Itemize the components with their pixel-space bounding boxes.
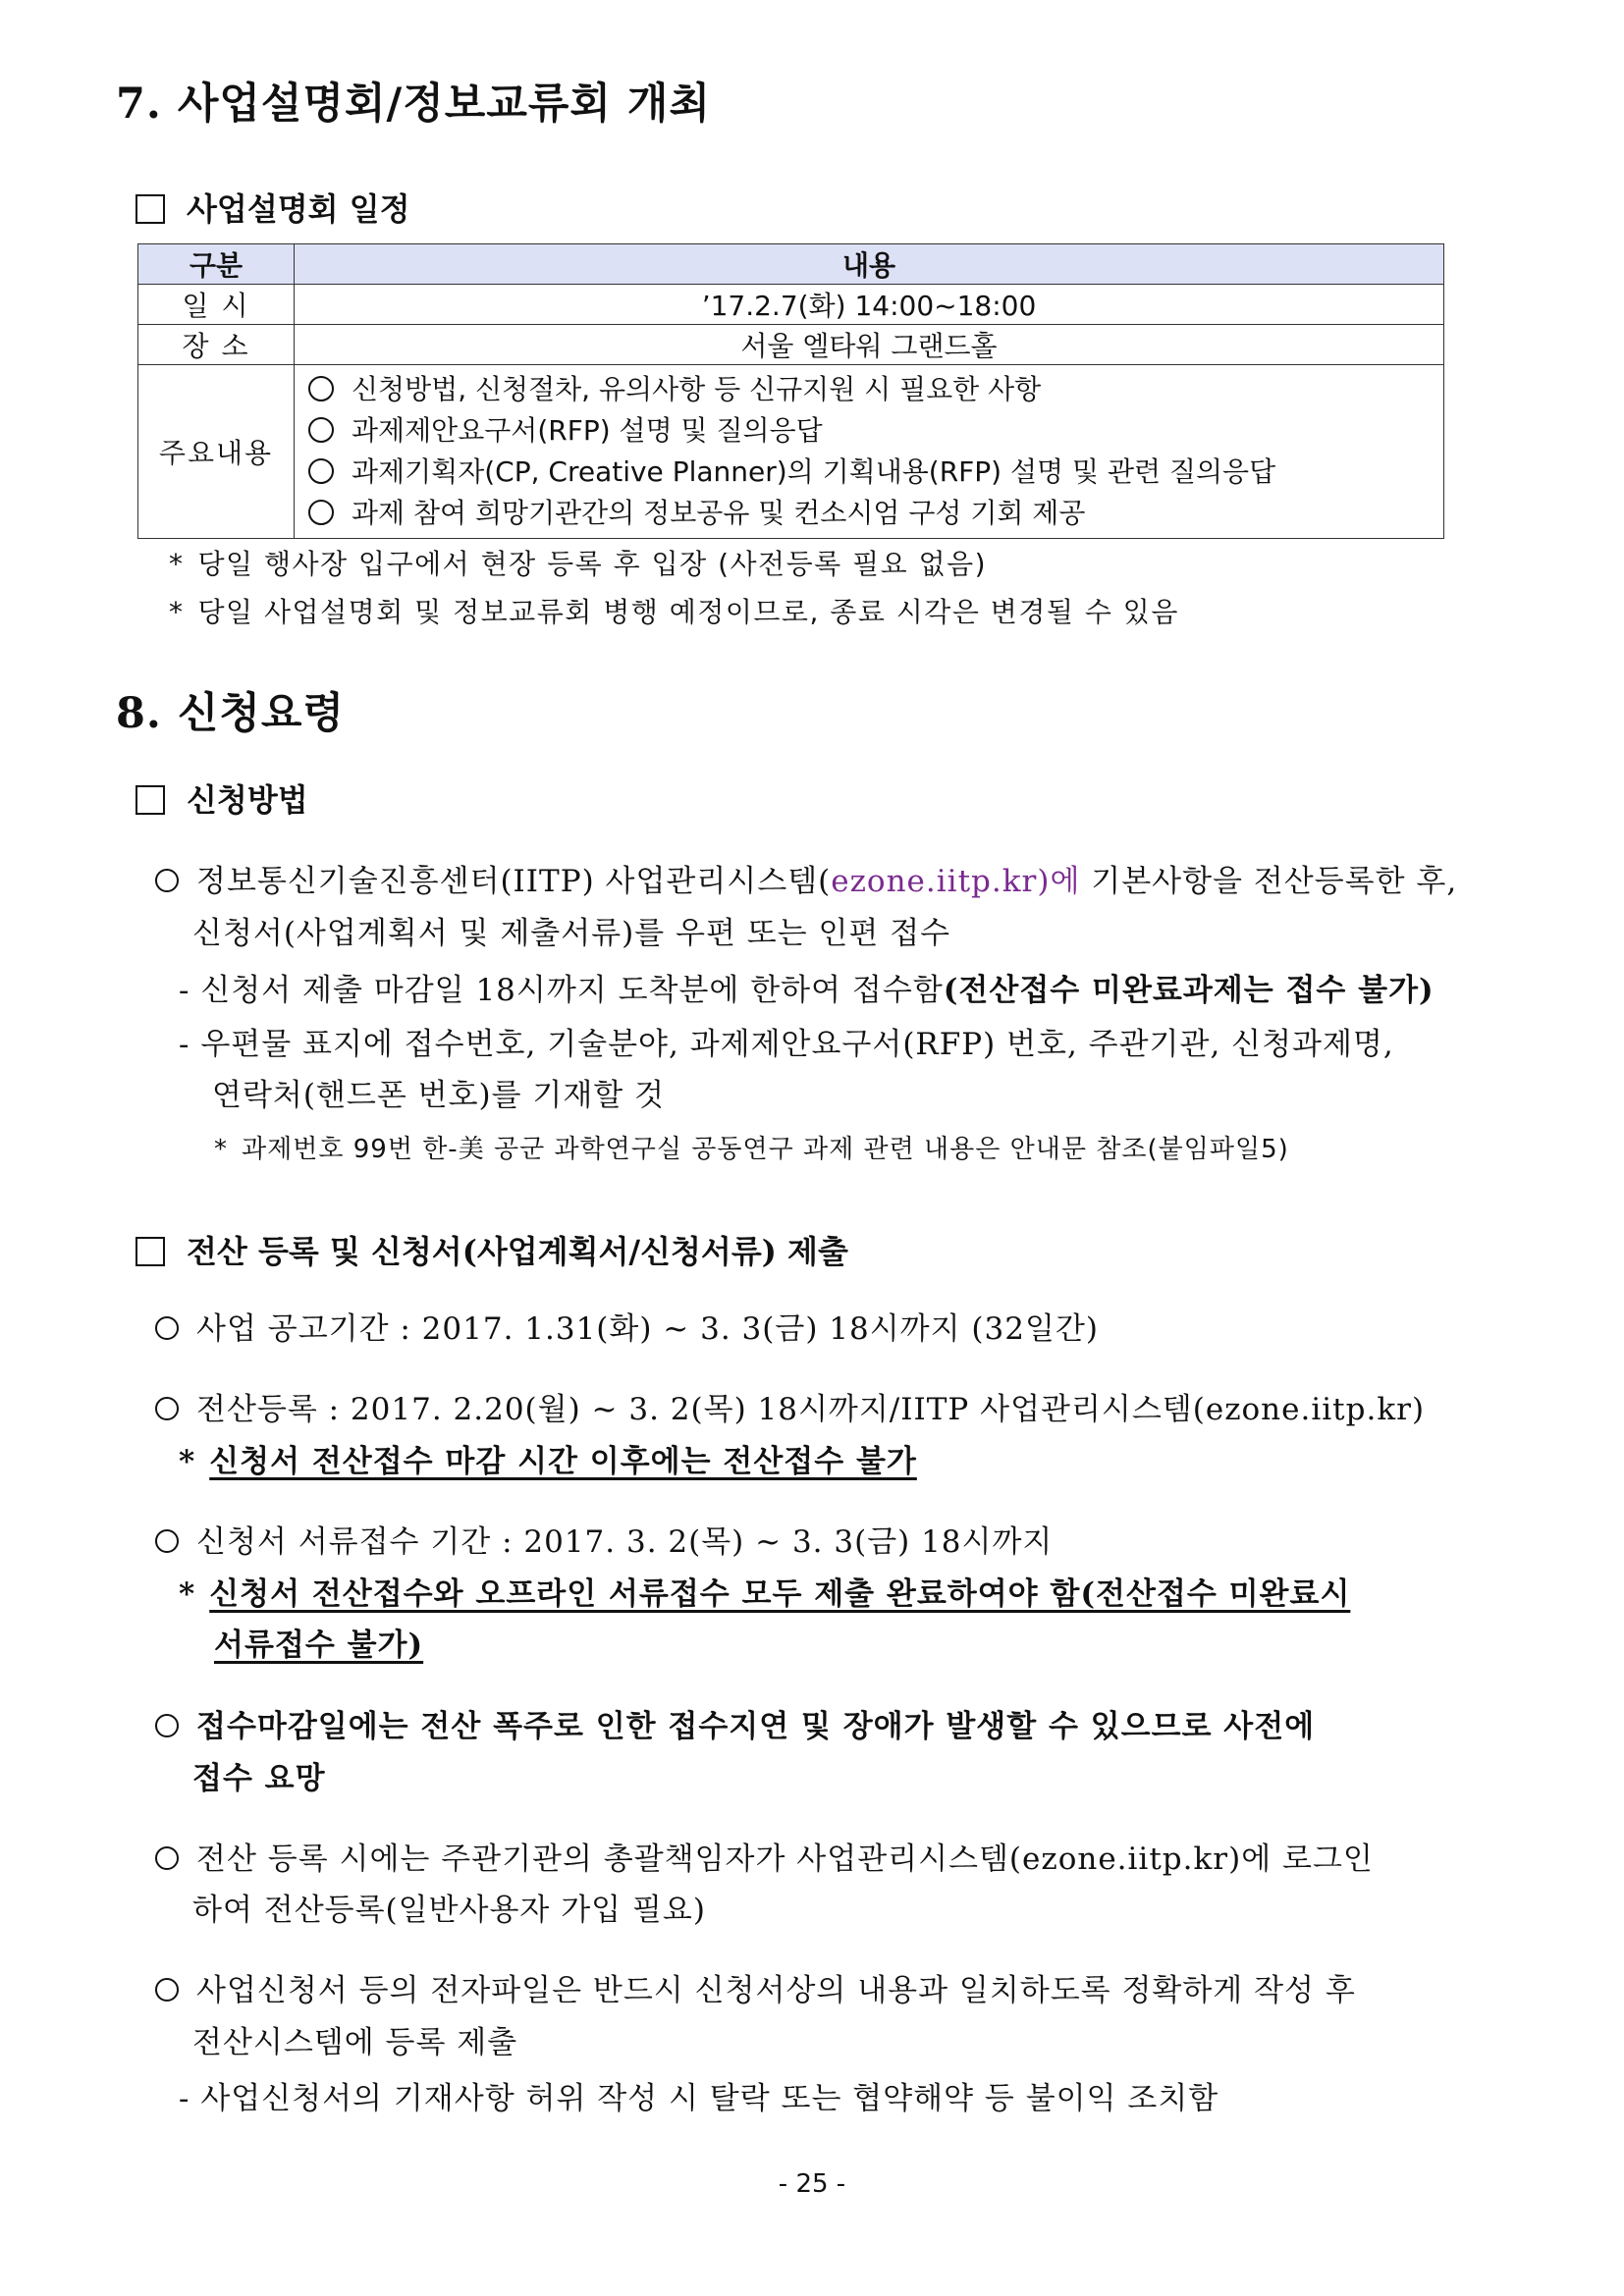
submit-online-note bbox=[179, 1436, 917, 1480]
method-note bbox=[214, 1129, 1289, 1165]
col-header-content: 내용 bbox=[295, 244, 1444, 285]
table-row bbox=[138, 285, 1444, 325]
submit-warning-text: 접수마감일에는 전산 폭주로 인한 접수지연 및 장애가 발생할 수 있으므로 사전에 bbox=[196, 1709, 1316, 1744]
submit-online-text: 전산등록 : 2017. 2.20(월) ~ 3. 2(목) 18시까지/IITP 사업관리시스템(ezone.iitp.kr) bbox=[196, 1392, 1426, 1427]
list-item-text: 과제기획자(CP, Creative Planner)의 기획내용(RFP) 설명 및 관련 질의응답 bbox=[352, 455, 1276, 488]
asterisk-icon: * bbox=[179, 1444, 196, 1479]
row-label-main-content: 주요내용 bbox=[138, 365, 295, 539]
submit-subheading bbox=[135, 1227, 848, 1272]
submit-file-cont: 전산시스템에 등록 제출 bbox=[192, 2025, 518, 2060]
method-detail-text: - 신청서 제출 마감일 18시까지 도착분에 한하여 접수함 bbox=[179, 973, 944, 1008]
list-item-text: 과제 참여 희망기관간의 정보공유 및 컨소시엄 구성 기회 제공 bbox=[352, 497, 1086, 529]
note bbox=[169, 543, 987, 582]
circle-bullet-icon bbox=[308, 376, 334, 401]
submit-warning bbox=[155, 1701, 1315, 1745]
list-item bbox=[304, 369, 1434, 410]
table-row bbox=[138, 365, 1444, 539]
method-text: 기본사항을 전산등록한 후, bbox=[1080, 864, 1458, 899]
submit-subheading-text: 전산 등록 및 신청서(사업계획서/신청서류) 제출 bbox=[187, 1233, 848, 1270]
circle-bullet-icon bbox=[155, 1714, 179, 1737]
asterisk-icon: * bbox=[179, 1576, 196, 1612]
asterisk-icon: * bbox=[169, 596, 185, 628]
schedule-subheading bbox=[135, 185, 410, 230]
method-detail bbox=[179, 965, 1435, 1009]
method-note-text: 과제번호 99번 한-美 공군 과학연구실 공동연구 과제 관련 내용은 안내문 참조(붙임파일5) bbox=[242, 1135, 1289, 1164]
submit-login-text: 전산 등록 시에는 주관기관의 총괄책임자가 사업관리시스템(ezone.iitp.kr)에 로그인 bbox=[196, 1842, 1374, 1877]
circle-bullet-icon bbox=[308, 500, 334, 525]
checkbox-square-icon bbox=[135, 785, 165, 815]
submit-online bbox=[155, 1384, 1425, 1428]
circle-bullet-icon bbox=[155, 1846, 179, 1870]
page-number: - 25 - bbox=[778, 2169, 846, 2199]
submit-warning-cont: 접수 요망 bbox=[192, 1761, 326, 1796]
submit-period-text: 사업 공고기간 : 2017. 1.31(화) ~ 3. 3(금) 18시까지 (32일간) bbox=[196, 1311, 1099, 1347]
row-value-datetime: ’17.2.7(화) 14:00~18:00 bbox=[295, 285, 1444, 325]
submit-docs-note-text: 서류접수 불가) bbox=[214, 1628, 424, 1663]
table-header-row bbox=[138, 244, 1444, 285]
submit-file-text: 사업신청서 등의 전자파일은 반드시 신청서상의 내용과 일치하도록 정확하게 작성 후 bbox=[196, 1973, 1356, 2008]
submit-file bbox=[155, 1965, 1356, 2009]
submit-docs-text: 신청서 서류접수 기간 : 2017. 3. 2(목) ~ 3. 3(금) 18시까지 bbox=[196, 1524, 1054, 1560]
ezone-link[interactable]: ezone.iitp.kr)에 bbox=[831, 864, 1081, 899]
section-7-heading: 7. 사업설명회/정보교류회 개최 bbox=[116, 80, 711, 129]
circle-bullet-icon bbox=[308, 417, 334, 443]
row-label-venue: 장 소 bbox=[138, 325, 295, 365]
circle-bullet-icon bbox=[308, 458, 334, 484]
list-item bbox=[304, 452, 1434, 493]
submit-docs bbox=[155, 1517, 1053, 1561]
asterisk-icon: * bbox=[214, 1135, 228, 1164]
circle-bullet-icon bbox=[155, 869, 179, 892]
section-8-heading: 8. 신청요령 bbox=[116, 689, 346, 738]
row-label-datetime: 일 시 bbox=[138, 285, 295, 325]
note-text: 당일 행사장 입구에서 현장 등록 후 입장 (사전등록 필요 없음) bbox=[197, 548, 988, 580]
method-subheading-text: 신청방법 bbox=[187, 781, 308, 819]
circle-bullet-icon bbox=[155, 1316, 179, 1340]
method-paragraph bbox=[155, 856, 1457, 900]
method-detail-cont: 연락처(핸드폰 번호)를 기재할 것 bbox=[212, 1078, 666, 1113]
schedule-subheading-text: 사업설명회 일정 bbox=[187, 190, 410, 228]
schedule-table bbox=[137, 243, 1444, 539]
submit-docs-note-text: 신청서 전산접수와 오프라인 서류접수 모두 제출 완료하여야 함(전산접수 미완료시 bbox=[209, 1576, 1351, 1612]
circle-bullet-icon bbox=[155, 1397, 179, 1420]
circle-bullet-icon bbox=[155, 1978, 179, 2002]
checkbox-square-icon bbox=[135, 194, 165, 224]
submit-login bbox=[155, 1834, 1374, 1878]
note-text: 당일 사업설명회 및 정보교류회 병행 예정이므로, 종료 시각은 변경될 수 있음 bbox=[197, 596, 1179, 628]
submit-docs-note bbox=[179, 1569, 1350, 1613]
asterisk-icon: * bbox=[169, 548, 185, 580]
table-row bbox=[138, 325, 1444, 365]
row-value-venue: 서울 엘타워 그랜드홀 bbox=[295, 325, 1444, 365]
method-detail: - 우편물 표지에 접수번호, 기술분야, 과제제안요구서(RFP) 번호, 주관기관, 신청과제명, bbox=[179, 1027, 1394, 1062]
list-item bbox=[304, 493, 1434, 534]
col-header-category: 구분 bbox=[138, 244, 295, 285]
submit-online-note-text: 신청서 전산접수 마감 시간 이후에는 전산접수 불가 bbox=[209, 1444, 917, 1479]
submit-docs-note-cont bbox=[214, 1620, 423, 1664]
submit-file-detail: - 사업신청서의 기재사항 허위 작성 시 탈락 또는 협약해약 등 불이익 조치함 bbox=[179, 2081, 1219, 2116]
note bbox=[169, 591, 1179, 630]
method-text: 정보통신기술진흥센터(IITP) 사업관리시스템( bbox=[196, 864, 832, 899]
method-detail-bold: (전산접수 미완료과제는 접수 불가) bbox=[943, 973, 1435, 1008]
list-item-text: 과제제안요구서(RFP) 설명 및 질의응답 bbox=[352, 414, 823, 447]
submit-period bbox=[155, 1304, 1099, 1348]
method-paragraph-cont: 신청서(사업계획서 및 제출서류)를 우편 또는 인편 접수 bbox=[192, 916, 951, 951]
row-value-main-content bbox=[295, 365, 1444, 539]
submit-login-cont: 하여 전산등록(일반사용자 가입 필요) bbox=[192, 1893, 706, 1928]
circle-bullet-icon bbox=[155, 1529, 179, 1553]
list-item bbox=[304, 410, 1434, 452]
method-subheading bbox=[135, 775, 308, 821]
checkbox-square-icon bbox=[135, 1237, 165, 1266]
list-item-text: 신청방법, 신청절차, 유의사항 등 신규지원 시 필요한 사항 bbox=[352, 373, 1042, 405]
